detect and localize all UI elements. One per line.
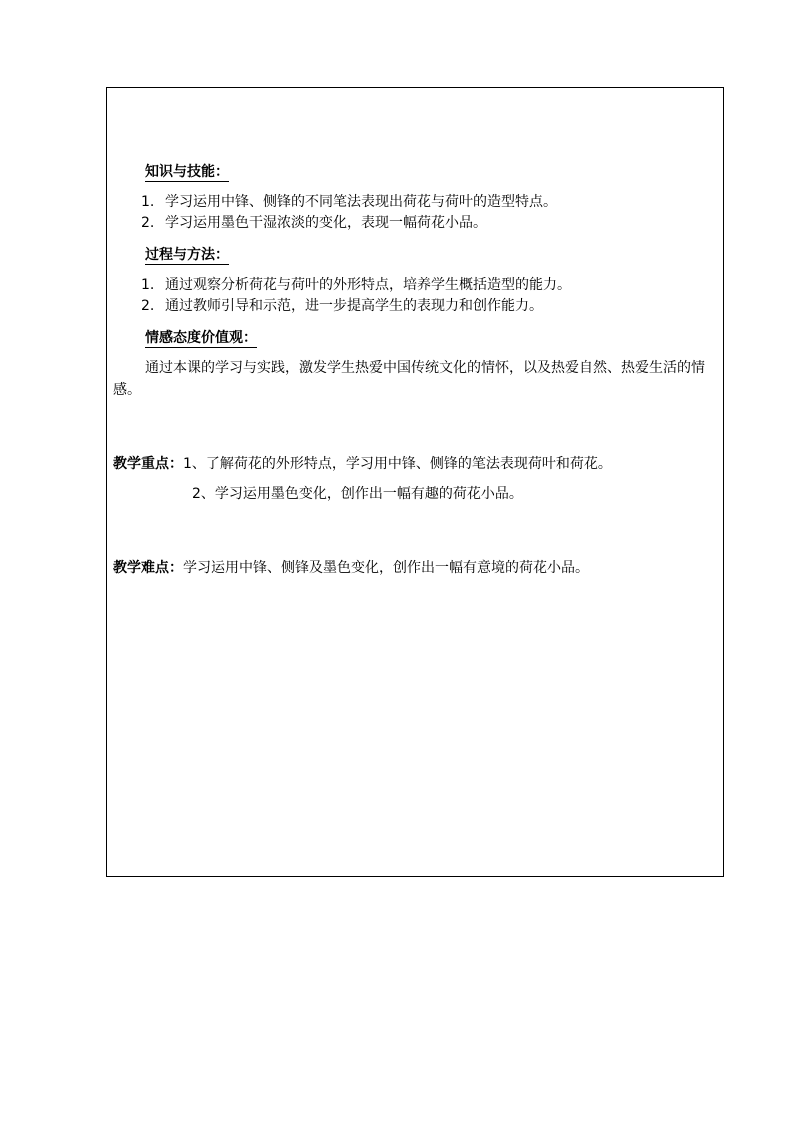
key-points-line [113,454,612,474]
list-number: 2. [141,298,155,314]
list-item [141,296,543,316]
process-methods-heading [145,245,229,265]
list-item [141,275,571,295]
list-text: 通过教师引导和示范，进一步提高学生的表现力和创作能力。 [165,298,543,314]
list-number: 1. [141,194,155,210]
emotion-values-heading [145,328,257,348]
knowledge-skills-heading [145,162,229,182]
list-text: 学习运用中锋、侧锋的不同笔法表现出荷花与荷叶的造型特点。 [165,194,557,210]
key-points-item-1: 1、了解荷花的外形特点，学习用中锋、侧锋的笔法表现荷叶和荷花。 [183,456,612,472]
list-item [141,213,487,233]
paragraph-text: 通过本课的学习与实践，激发学生热爱中国传统文化的情怀，以及热爱自然、热爱生活的情感。 [113,360,705,398]
difficulties-text: 学习运用中锋、侧锋及墨色变化，创作出一幅有意境的荷花小品。 [183,560,589,576]
emotion-values-title: 情感态度价值观： [145,330,257,346]
difficulties-label: 教学难点： [113,560,183,576]
process-methods-title: 过程与方法： [145,247,229,263]
knowledge-skills-title: 知识与技能： [145,164,229,180]
key-points-line-2 [192,484,523,504]
list-number: 2. [141,215,155,231]
list-text: 学习运用墨色干湿浓淡的变化，表现一幅荷花小品。 [165,215,487,231]
key-points-label: 教学重点： [113,456,183,472]
list-text: 通过观察分析荷花与荷叶的外形特点，培养学生概括造型的能力。 [165,277,571,293]
difficulties-line [113,558,589,578]
list-item [141,192,557,212]
emotion-values-paragraph [113,357,719,401]
list-number: 1. [141,277,155,293]
key-points-item-2: 2、学习运用墨色变化，创作出一幅有趣的荷花小品。 [192,486,523,502]
